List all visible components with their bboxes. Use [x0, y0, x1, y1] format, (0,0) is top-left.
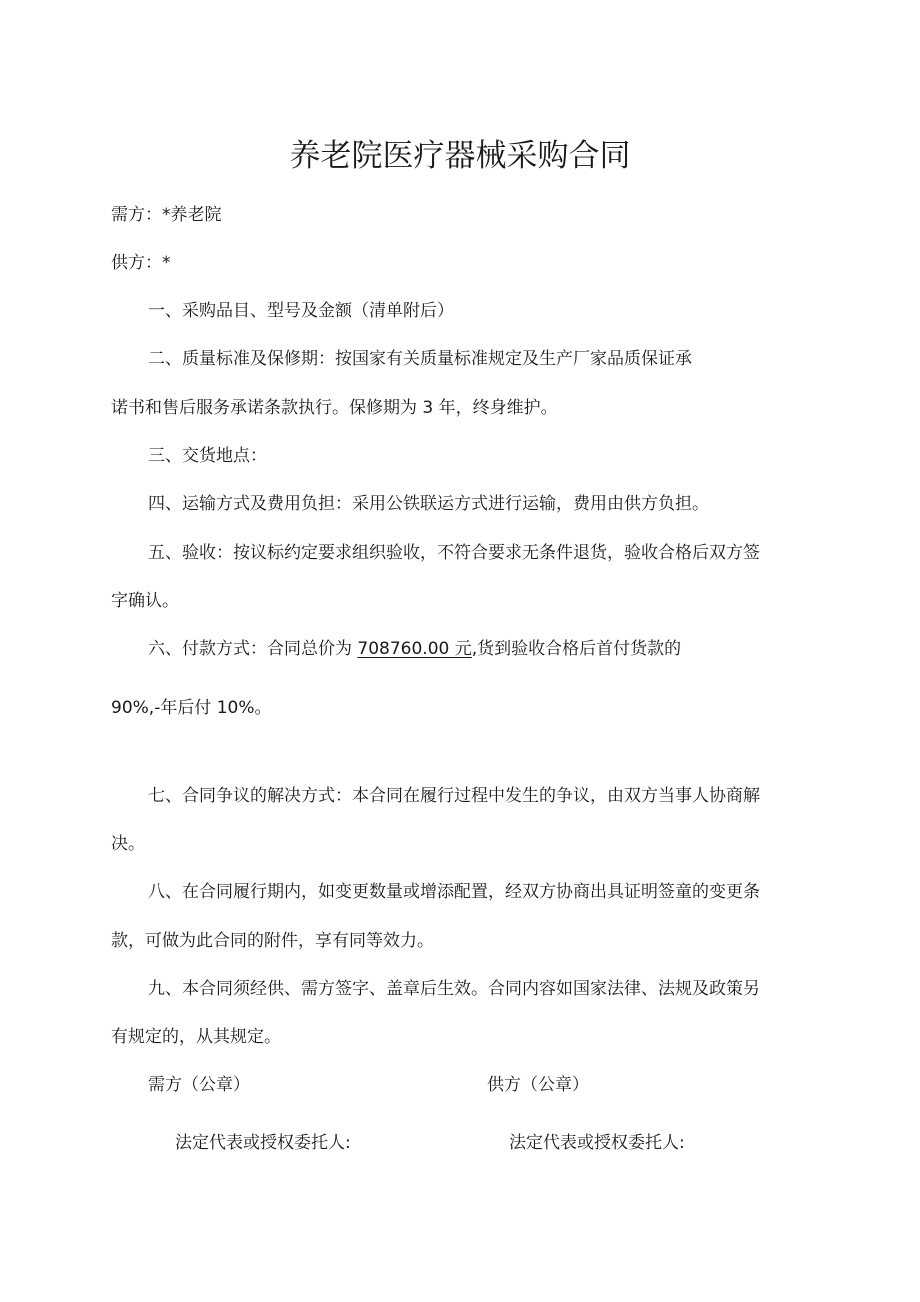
clause-1: 一、采购品目、型号及金额（清单附后） [148, 301, 454, 321]
seller-line: 供方：* [111, 253, 171, 273]
clause-2-line-1: 二、质量标准及保修期：按国家有关质量标准规定及生产厂家品质保证承 [148, 349, 692, 369]
buyer-representative-label: 法定代表或授权委托人: [175, 1133, 351, 1153]
clause-8-line-1: 八、在合同履行期内，如变更数量或增添配置，经双方协商出具证明签童的变更条 [148, 882, 760, 902]
buyer-line: 需方：*养老院 [111, 205, 222, 225]
clause-5-line-2: 字确认。 [111, 591, 179, 611]
seller-representative-label: 法定代表或授权委托人: [509, 1133, 685, 1153]
clause-6-line-2: 90%,-年后付 10%。 [111, 698, 272, 718]
clause-6-prefix: 六、付款方式：合同总价为 [148, 639, 358, 659]
seller-seal-label: 供方（公章） [487, 1075, 589, 1095]
clause-4: 四、运输方式及费用负担：采用公铁联运方式进行运输，费用由供方负担。 [148, 494, 709, 514]
clause-9-line-2: 有规定的，从其规定。 [111, 1027, 281, 1047]
clause-7-line-1: 七、合同争议的解决方式：本合同在履行过程中发生的争议，由双方当事人协商解 [148, 786, 760, 806]
document-title: 养老院医疗器械采购合同 [289, 138, 631, 174]
clause-3: 三、交货地点： [148, 446, 267, 466]
clause-6-line-1 [148, 636, 681, 662]
clause-5-line-1: 五、验收：按议标约定要求组织验收，不符合要求无条件退货，验收合格后双方签 [148, 543, 760, 563]
clause-8-line-2: 款，可做为此合同的附件，享有同等效力。 [111, 931, 434, 951]
clause-2-line-2: 诺书和售后服务承诺条款执行。保修期为 3 年，终身维护。 [111, 398, 558, 418]
clause-9-line-1: 九、本合同须经供、需方签字、盖章后生效。合同内容如国家法律、法规及政策另 [148, 979, 760, 999]
clause-6-suffix: ,货到验收合格后首付货款的 [471, 639, 682, 659]
buyer-seal-label: 需方（公章） [148, 1075, 250, 1095]
contract-total-amount: 708760.00 元 [357, 639, 472, 659]
clause-7-line-2: 决。 [111, 834, 145, 854]
